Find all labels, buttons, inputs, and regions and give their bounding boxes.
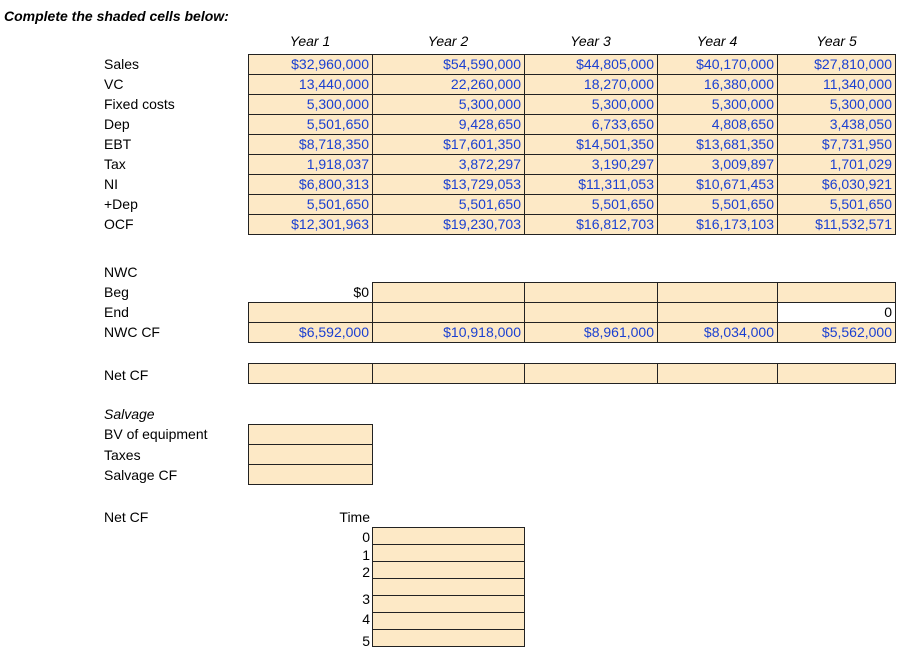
year-header: Year 2 bbox=[427, 33, 469, 49]
time-value: 1 bbox=[362, 547, 370, 563]
fixed-costs-cell[interactable]: 5,300,000 bbox=[524, 94, 658, 115]
nwc-heading: NWC bbox=[104, 264, 138, 280]
net-cf-cell[interactable] bbox=[524, 363, 658, 384]
salvage-cf-cell[interactable] bbox=[248, 464, 373, 485]
row-label: Net CF bbox=[104, 367, 149, 383]
instruction-title: Complete the shaded cells below: bbox=[4, 8, 229, 24]
fixed-costs-cell[interactable]: 5,300,000 bbox=[657, 94, 778, 115]
ni-cell[interactable]: $10,671,453 bbox=[657, 174, 778, 195]
row-label: NWC CF bbox=[104, 324, 160, 340]
row-label: EBT bbox=[104, 136, 132, 152]
ebt-cell[interactable]: $13,681,350 bbox=[657, 134, 778, 155]
sales-cell[interactable]: $44,805,000 bbox=[524, 54, 658, 75]
nwc-beg-value: $0 bbox=[353, 284, 369, 300]
bv-equipment-cell[interactable] bbox=[248, 424, 373, 445]
sales-cell[interactable]: $32,960,000 bbox=[248, 54, 373, 75]
nwc-cf-cell[interactable]: $8,961,000 bbox=[524, 322, 658, 343]
nwc-end-cell[interactable] bbox=[524, 302, 658, 323]
salvage-taxes-cell[interactable] bbox=[248, 444, 373, 465]
timeline-label: Net CF bbox=[104, 509, 149, 525]
timeline-cf-cell[interactable] bbox=[372, 544, 525, 562]
ebt-cell[interactable]: $7,731,950 bbox=[777, 134, 896, 155]
row-label: VC bbox=[104, 76, 124, 92]
ocf-cell[interactable]: $12,301,963 bbox=[248, 214, 373, 235]
sales-cell[interactable]: $27,810,000 bbox=[777, 54, 896, 75]
time-value: 0 bbox=[362, 529, 370, 545]
nwc-end-cell[interactable] bbox=[372, 302, 525, 323]
row-label: Fixed costs bbox=[104, 96, 175, 112]
row-label: +Dep bbox=[104, 196, 138, 212]
year-header: Year 5 bbox=[816, 33, 857, 49]
tax-cell[interactable]: 1,918,037 bbox=[248, 154, 373, 175]
timeline-cf-cell[interactable] bbox=[372, 595, 525, 613]
timeline-cf-cell[interactable] bbox=[372, 612, 525, 630]
row-label: BV of equipment bbox=[104, 426, 208, 442]
fixed-costs-cell[interactable]: 5,300,000 bbox=[248, 94, 373, 115]
vc-cell[interactable]: 13,440,000 bbox=[248, 74, 373, 95]
row-label: NI bbox=[104, 176, 118, 192]
row-label: Taxes bbox=[104, 447, 141, 463]
row-label: Salvage CF bbox=[104, 467, 178, 483]
row-label: End bbox=[104, 304, 129, 320]
row-label: Tax bbox=[104, 156, 126, 172]
tax-cell[interactable]: 3,190,297 bbox=[524, 154, 658, 175]
nwc-beg-cell[interactable] bbox=[657, 282, 778, 303]
row-label: OCF bbox=[104, 216, 134, 232]
dep-cell[interactable]: 3,438,050 bbox=[777, 114, 896, 135]
year-header: Year 4 bbox=[696, 33, 738, 49]
year-header: Year 1 bbox=[289, 33, 331, 49]
nwc-beg-cell[interactable] bbox=[372, 282, 525, 303]
net-cf-cell[interactable] bbox=[657, 363, 778, 384]
ebt-cell[interactable]: $17,601,350 bbox=[372, 134, 525, 155]
timeline-cf-cell[interactable] bbox=[372, 629, 525, 647]
add-dep-cell[interactable]: 5,501,650 bbox=[657, 194, 778, 215]
vc-cell[interactable]: 11,340,000 bbox=[777, 74, 896, 95]
dep-cell[interactable]: 4,808,650 bbox=[657, 114, 778, 135]
nwc-beg-cell[interactable] bbox=[777, 282, 896, 303]
vc-cell[interactable]: 18,270,000 bbox=[524, 74, 658, 95]
time-header: Time bbox=[339, 509, 370, 525]
timeline-cf-cell[interactable] bbox=[372, 527, 525, 545]
vc-cell[interactable]: 22,260,000 bbox=[372, 74, 525, 95]
sales-cell[interactable]: $40,170,000 bbox=[657, 54, 778, 75]
ni-cell[interactable]: $6,030,921 bbox=[777, 174, 896, 195]
add-dep-cell[interactable]: 5,501,650 bbox=[524, 194, 658, 215]
nwc-cf-cell[interactable]: $10,918,000 bbox=[372, 322, 525, 343]
tax-cell[interactable]: 3,872,297 bbox=[372, 154, 525, 175]
net-cf-cell[interactable] bbox=[777, 363, 896, 384]
ni-cell[interactable]: $6,800,313 bbox=[248, 174, 373, 195]
add-dep-cell[interactable]: 5,501,650 bbox=[777, 194, 896, 215]
ni-cell[interactable]: $11,311,053 bbox=[524, 174, 658, 195]
ocf-cell[interactable]: $16,812,703 bbox=[524, 214, 658, 235]
nwc-cf-cell[interactable]: $6,592,000 bbox=[248, 322, 373, 343]
nwc-cf-cell[interactable]: $5,562,000 bbox=[777, 322, 896, 343]
sales-cell[interactable]: $54,590,000 bbox=[372, 54, 525, 75]
dep-cell[interactable]: 5,501,650 bbox=[248, 114, 373, 135]
ocf-cell[interactable]: $11,532,571 bbox=[777, 214, 896, 235]
nwc-end-value[interactable]: 0 bbox=[777, 302, 896, 323]
fixed-costs-cell[interactable]: 5,300,000 bbox=[372, 94, 525, 115]
tax-cell[interactable]: 3,009,897 bbox=[657, 154, 778, 175]
add-dep-cell[interactable]: 5,501,650 bbox=[372, 194, 525, 215]
ebt-cell[interactable]: $8,718,350 bbox=[248, 134, 373, 155]
ebt-cell[interactable]: $14,501,350 bbox=[524, 134, 658, 155]
nwc-cf-cell[interactable]: $8,034,000 bbox=[657, 322, 778, 343]
add-dep-cell[interactable]: 5,501,650 bbox=[248, 194, 373, 215]
year-header: Year 3 bbox=[570, 33, 611, 49]
nwc-beg-cell[interactable] bbox=[524, 282, 658, 303]
net-cf-cell[interactable] bbox=[248, 363, 373, 384]
timeline-cf-cell[interactable] bbox=[372, 561, 525, 579]
time-value: 4 bbox=[362, 611, 370, 627]
salvage-heading: Salvage bbox=[104, 406, 155, 422]
timeline-cf-cell[interactable] bbox=[372, 578, 525, 596]
ni-cell[interactable]: $13,729,053 bbox=[372, 174, 525, 195]
time-value: 3 bbox=[362, 591, 370, 607]
tax-cell[interactable]: 1,701,029 bbox=[777, 154, 896, 175]
nwc-end-cell[interactable] bbox=[657, 302, 778, 323]
row-label: Beg bbox=[104, 284, 129, 300]
fixed-costs-cell[interactable]: 5,300,000 bbox=[777, 94, 896, 115]
row-label: Dep bbox=[104, 116, 130, 132]
nwc-end-cell[interactable] bbox=[248, 302, 373, 323]
net-cf-cell[interactable] bbox=[372, 363, 525, 384]
row-label: Sales bbox=[104, 56, 140, 72]
ocf-cell[interactable]: $19,230,703 bbox=[372, 214, 525, 235]
vc-cell[interactable]: 16,380,000 bbox=[657, 74, 778, 95]
dep-cell[interactable]: 6,733,650 bbox=[524, 114, 658, 135]
ocf-cell[interactable]: $16,173,103 bbox=[657, 214, 778, 235]
dep-cell[interactable]: 9,428,650 bbox=[372, 114, 525, 135]
time-value: 2 bbox=[362, 564, 370, 580]
time-value: 5 bbox=[362, 633, 370, 649]
